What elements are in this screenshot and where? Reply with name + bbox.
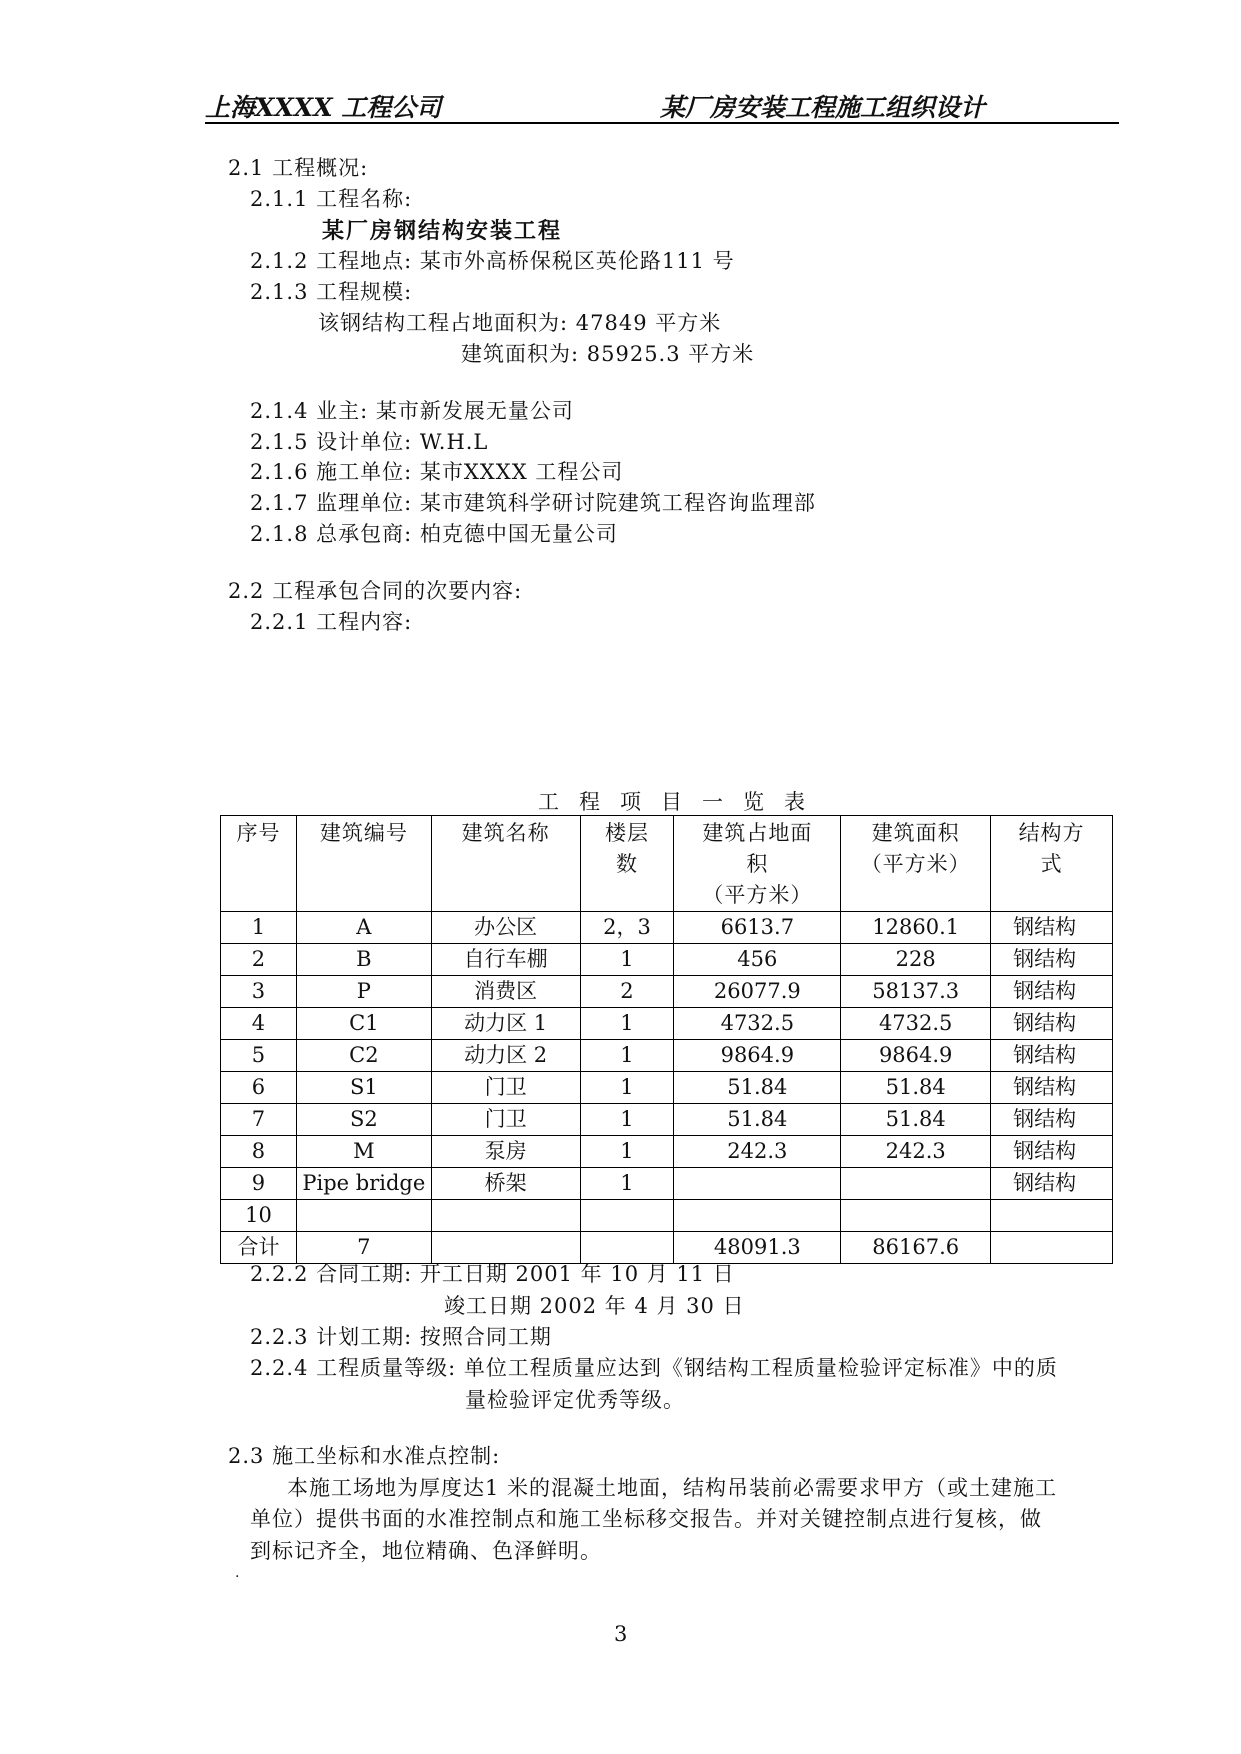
table-cell: 钢结构 (991, 1104, 1113, 1136)
table-cell: 7 (221, 1104, 297, 1136)
table-cell: 2 (580, 976, 674, 1008)
table-cell: 1 (580, 1104, 674, 1136)
table-cell: 7 (296, 1232, 431, 1264)
table-row (221, 976, 1113, 1008)
table-cell: 办公区 (431, 912, 580, 944)
header-rule (205, 122, 1119, 124)
table-cell (991, 1200, 1113, 1232)
table-cell: 8 (221, 1136, 297, 1168)
table-cell: C1 (296, 1008, 431, 1040)
table-cell: 51.84 (841, 1104, 991, 1136)
section-2-1-2: 2.1.2 工程地点: 某市外高桥保税区英伦路111 号 (250, 249, 735, 273)
header-index: 序号 (221, 816, 297, 912)
table-cell: 钢结构 (991, 1168, 1113, 1200)
table-cell: 3 (221, 976, 297, 1008)
table-cell: B (296, 944, 431, 976)
header-building-name: 建筑名称 (431, 816, 580, 912)
table-cell (841, 1168, 991, 1200)
table-cell: 58137.3 (841, 976, 991, 1008)
table-cell: 6 (221, 1072, 297, 1104)
table-cell: 钢结构 (991, 912, 1113, 944)
section-2-1-5: 2.1.5 设计单位: W.H.L (250, 430, 489, 454)
header-structure: 结构方 式 (991, 816, 1113, 912)
scale-building-area: 建筑面积为: 85925.3 平方米 (461, 342, 755, 366)
header-document-title: 某厂房安装工程施工组织设计 (660, 93, 986, 122)
section-2-2-2-end: 竣工日期 2002 年 4 月 30 日 (444, 1294, 745, 1318)
table-cell (991, 1232, 1113, 1264)
table-cell: 9 (221, 1168, 297, 1200)
table-row (221, 1136, 1113, 1168)
header-floors: 楼层 数 (580, 816, 674, 912)
table-cell: S2 (296, 1104, 431, 1136)
paragraph-line-2: 单位）提供书面的水准控制点和施工坐标移交报告。并对关键控制点进行复核，做 (250, 1507, 1042, 1531)
table-cell: 6613.7 (674, 912, 841, 944)
table-cell: 桥架 (431, 1168, 580, 1200)
table-cell: C2 (296, 1040, 431, 1072)
scale-land-area: 该钢结构工程占地面积为: 47849 平方米 (318, 311, 722, 335)
table-cell: 9864.9 (674, 1040, 841, 1072)
table-cell: 4732.5 (674, 1008, 841, 1040)
table-cell: 4 (221, 1008, 297, 1040)
table-cell: 9864.9 (841, 1040, 991, 1072)
table-cell: 1 (580, 1040, 674, 1072)
table-cell: 86167.6 (841, 1232, 991, 1264)
table-cell: 48091.3 (674, 1232, 841, 1264)
table-row (221, 1040, 1113, 1072)
table-cell: 2 (221, 944, 297, 976)
table-cell: 456 (674, 944, 841, 976)
table-cell: 4732.5 (841, 1008, 991, 1040)
table-cell: 钢结构 (991, 976, 1113, 1008)
section-2-2-1: 2.2.1 工程内容: (250, 610, 413, 634)
table-cell: 242.3 (674, 1136, 841, 1168)
table-cell: 51.84 (674, 1072, 841, 1104)
table-cell: S1 (296, 1072, 431, 1104)
table-cell: 合计 (221, 1232, 297, 1264)
table-cell: 1 (580, 1008, 674, 1040)
table-cell: 51.84 (674, 1104, 841, 1136)
section-2-1-8: 2.1.8 总承包商: 柏克德中国无量公司 (250, 522, 618, 546)
table-cell: P (296, 976, 431, 1008)
table-cell: 1 (221, 912, 297, 944)
table-cell: 消费区 (431, 976, 580, 1008)
table-cell: 5 (221, 1040, 297, 1072)
table-cell: 钢结构 (991, 944, 1113, 976)
table-cell: 动力区 2 (431, 1040, 580, 1072)
table-cell: 钢结构 (991, 1040, 1113, 1072)
table-cell (431, 1200, 580, 1232)
header-land-area: 建筑占地面 积 （平方米） (674, 816, 841, 912)
table-row (221, 1104, 1113, 1136)
table-cell: 1 (580, 1072, 674, 1104)
section-2-2-4: 2.2.4 工程质量等级: 单位工程质量应达到《钢结构工程质量检验评定标准》中的质 (250, 1356, 1058, 1380)
project-table (220, 815, 1113, 1264)
table-row (221, 944, 1113, 976)
table-cell: 51.84 (841, 1072, 991, 1104)
page-number: 3 (614, 1622, 628, 1646)
table-caption: 工程项目一览表 (538, 790, 825, 814)
table-cell: 228 (841, 944, 991, 976)
table-cell: A (296, 912, 431, 944)
table-cell: 门卫 (431, 1104, 580, 1136)
section-2-2-4-cont: 量检验评定优秀等级。 (465, 1388, 685, 1412)
table-cell: 1 (580, 944, 674, 976)
table-row (221, 1168, 1113, 1200)
table-row (221, 1072, 1113, 1104)
header-building-area: 建筑面积 （平方米） (841, 816, 991, 912)
table-cell: 242.3 (841, 1136, 991, 1168)
section-2-1-1: 2.1.1 工程名称: (250, 187, 413, 211)
table-cell: 门卫 (431, 1072, 580, 1104)
table-cell: 自行车棚 (431, 944, 580, 976)
table-cell: 钢结构 (991, 1136, 1113, 1168)
section-2-1-6: 2.1.6 施工单位: 某市XXXX 工程公司 (250, 460, 624, 484)
table-cell (580, 1200, 674, 1232)
section-2-1-3: 2.1.3 工程规模: (250, 280, 413, 304)
section-2-2: 2.2 工程承包合同的次要内容: (228, 579, 523, 603)
table-row (221, 1200, 1113, 1232)
stray-dot: . (235, 1565, 241, 1581)
section-2-1: 2.1 工程概况: (228, 156, 369, 180)
table-cell: 26077.9 (674, 976, 841, 1008)
table-cell (841, 1200, 991, 1232)
section-2-3: 2.3 施工坐标和水准点控制: (228, 1444, 501, 1468)
header-company: 上海XXXX 工程公司 (205, 93, 442, 122)
section-2-1-4: 2.1.4 业主: 某市新发展无量公司 (250, 399, 574, 423)
section-2-1-7: 2.1.7 监理单位: 某市建筑科学研讨院建筑工程咨询监理部 (250, 491, 816, 515)
table-cell: M (296, 1136, 431, 1168)
table-cell: 1 (580, 1168, 674, 1200)
table-cell (674, 1168, 841, 1200)
table-cell: 动力区 1 (431, 1008, 580, 1040)
table-cell (674, 1200, 841, 1232)
section-2-2-3: 2.2.3 计划工期: 按照合同工期 (250, 1325, 552, 1349)
project-name: 某厂房钢结构安装工程 (322, 218, 563, 244)
table-row (221, 1008, 1113, 1040)
table-cell: Pipe bridge (296, 1168, 431, 1200)
table-cell: 1 (580, 1136, 674, 1168)
table-cell: 12860.1 (841, 912, 991, 944)
table-cell: 2，3 (580, 912, 674, 944)
header-building-code: 建筑编号 (296, 816, 431, 912)
table-row (221, 912, 1113, 944)
section-2-2-2-start: 2.2.2 合同工期: 开工日期 2001 年 10 月 11 日 (250, 1262, 735, 1286)
table-cell (296, 1200, 431, 1232)
table-cell: 钢结构 (991, 1072, 1113, 1104)
table-cell: 钢结构 (991, 1008, 1113, 1040)
table-cell: 泵房 (431, 1136, 580, 1168)
paragraph-line-1: 本施工场地为厚度达1 米的混凝土地面，结构吊装前必需要求甲方（或土建施工 (287, 1476, 1058, 1500)
paragraph-line-3: 到标记齐全，地位精确、色泽鲜明。 (250, 1539, 602, 1563)
table-header-row (221, 816, 1113, 912)
table-cell: 10 (221, 1200, 297, 1232)
